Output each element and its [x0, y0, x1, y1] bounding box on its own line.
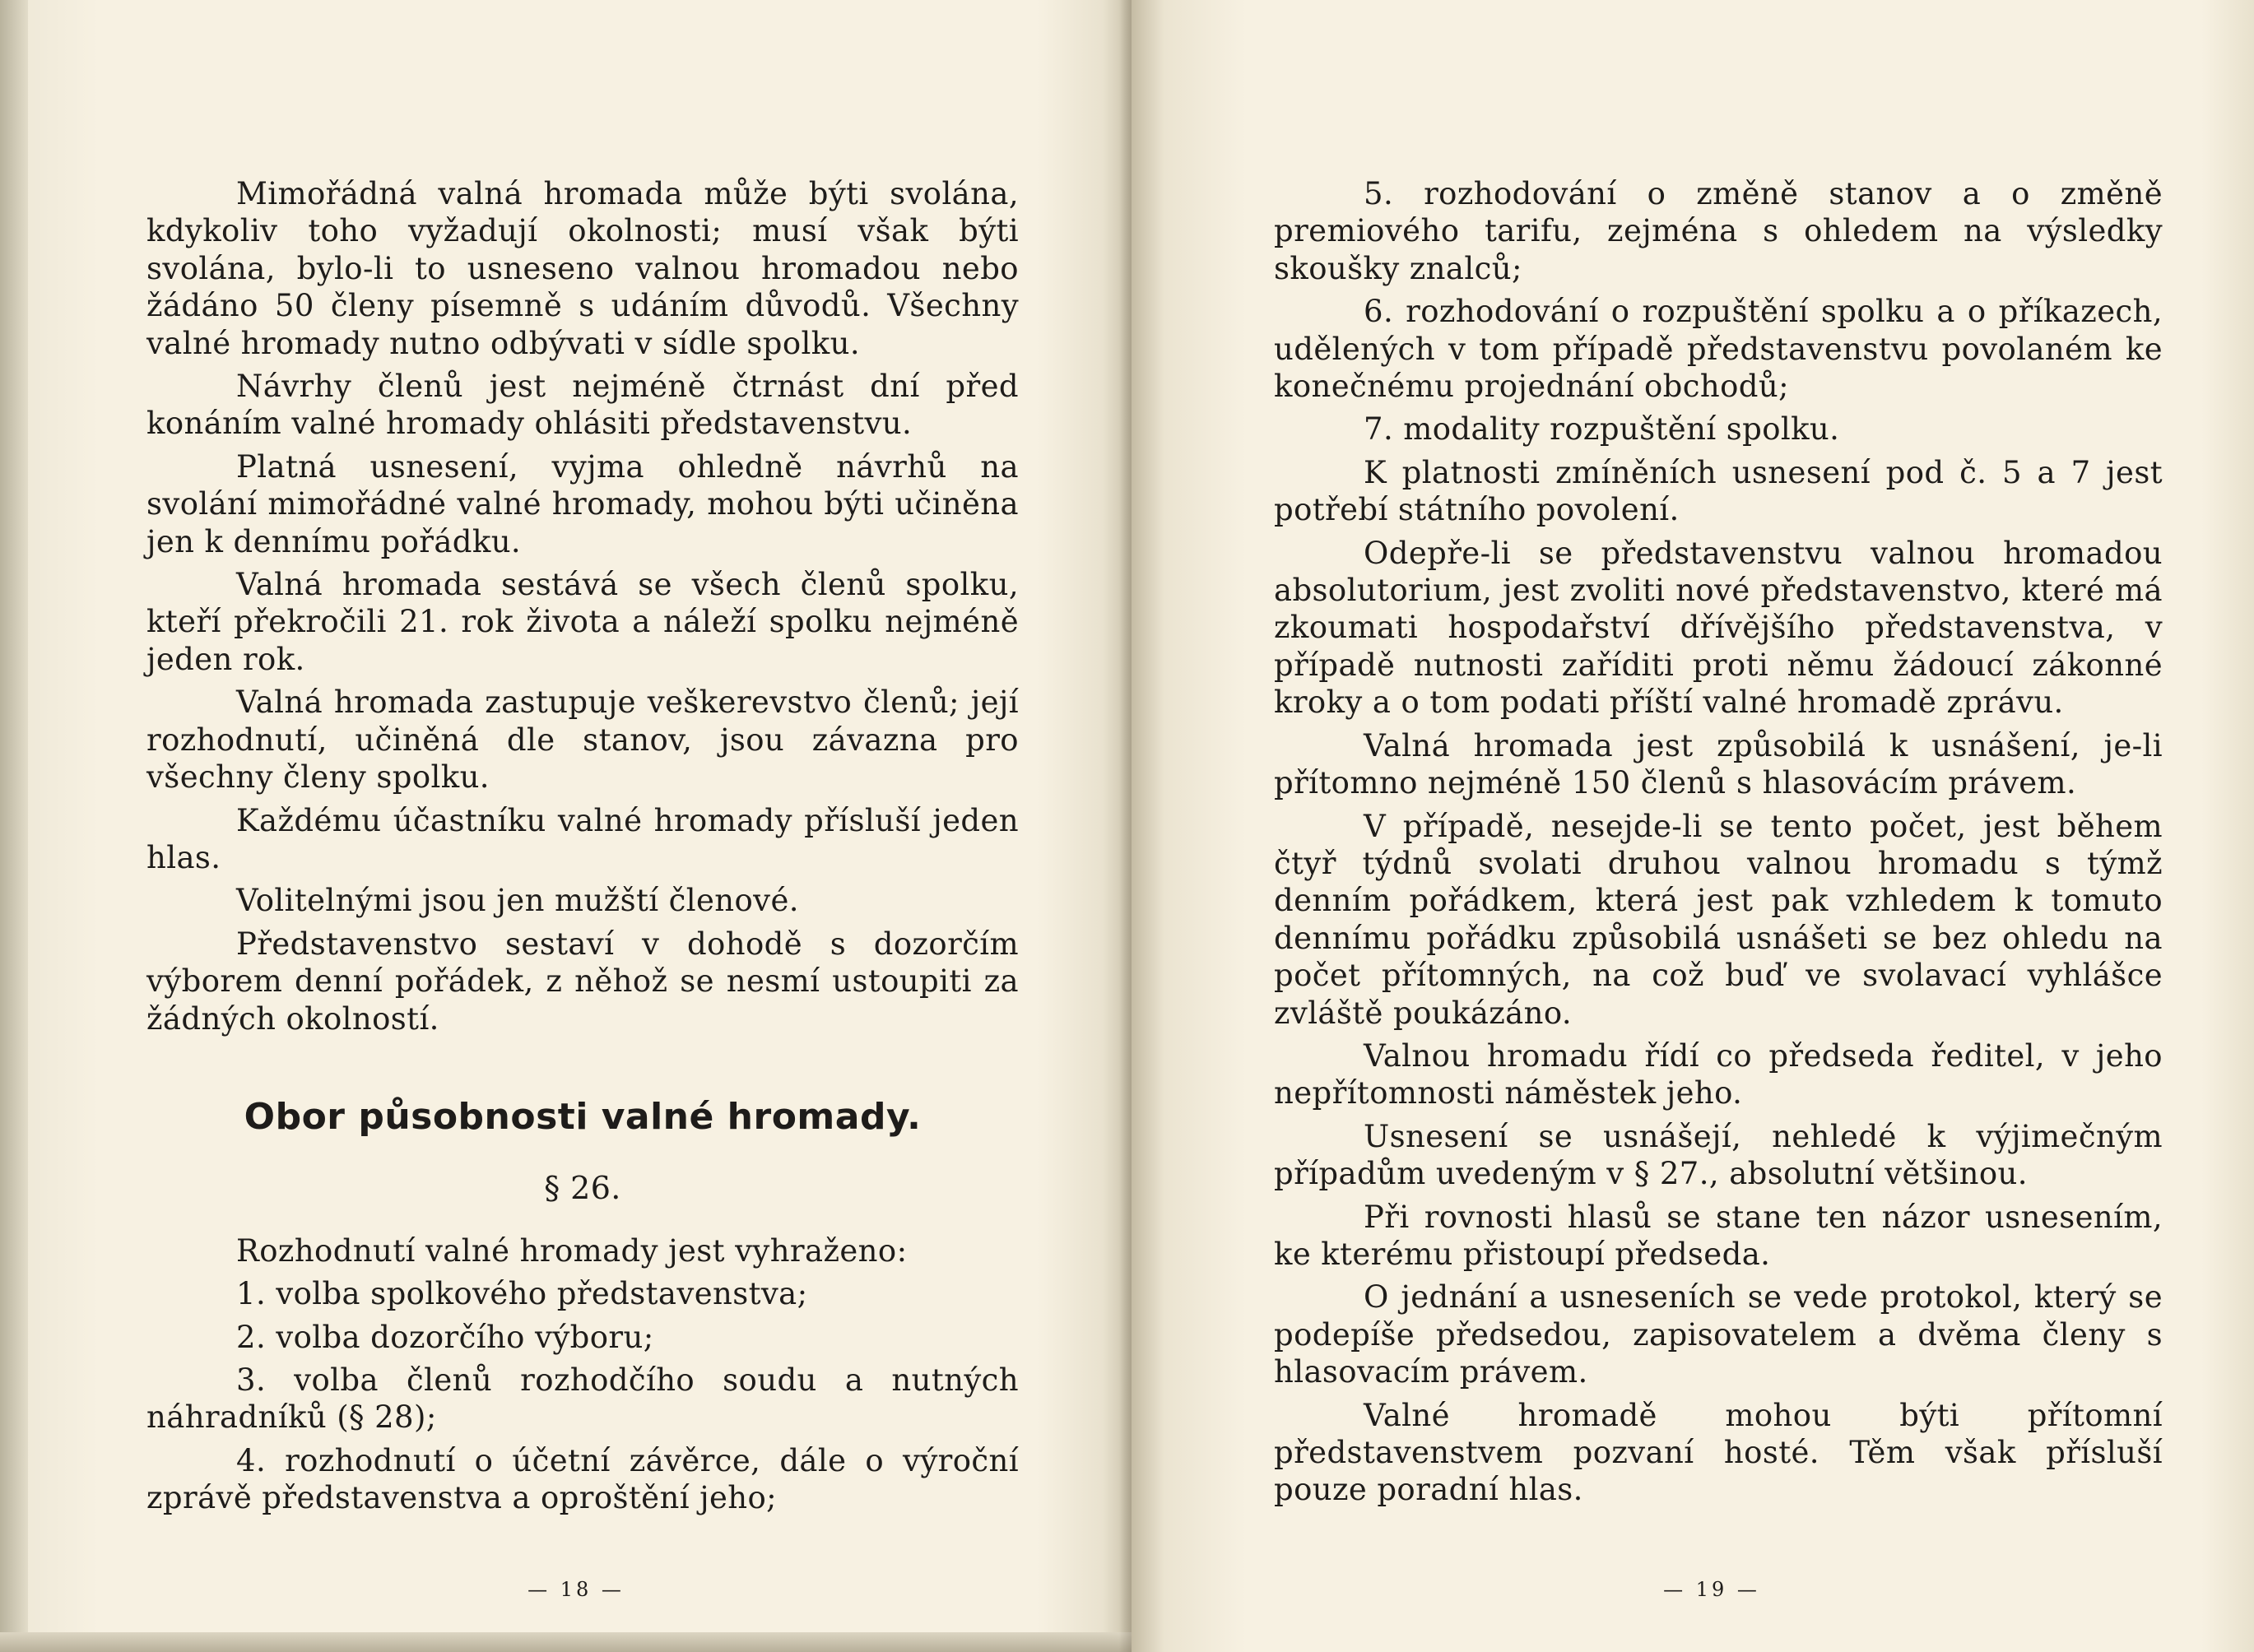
list-item: 4. rozhodnutí o účetní závěrce, dále o výroční zprávě představenstva a oproštění jeho; [146, 1442, 1019, 1516]
section-heading: Obor působnosti valné hromady. [244, 1095, 922, 1138]
paragraph: Valná hromada zastupuje veškerevstvo členů; její rozhodnutí, učiněná dle stanov, jsou závazna pro všechny členy spolku. [146, 684, 1019, 796]
list-item: 2. volba dozorčího výboru; [236, 1319, 654, 1355]
left-page-edge [0, 0, 28, 1652]
paragraph: Platná usnesení, vyjma ohledně návrhů na svolání mimořádné valné hromady, mohou býti učiněna jen k dennímu pořádku. [146, 448, 1019, 559]
paragraph: Každému účastníku valné hromady přísluší jeden hlas. [146, 802, 1019, 875]
paragraph: Při rovnosti hlasů se stane ten názor usnesením, ke kterému přistoupí předseda. [1274, 1199, 2163, 1272]
paragraph: Usnesení se usnášejí, nehledé k výjimečným případům uvedeným v § 27., absolutní většinou. [1274, 1118, 2163, 1192]
paragraph: Valné hromadě mohou býti přítomní představenstvem pozvaní hosté. Těm však přísluší pouze poradní hlas. [1274, 1397, 2163, 1508]
page-number-right: — 19 — [1663, 1578, 1760, 1601]
paragraph: Valnou hromadu řídí co předseda ředitel, v jeho nepřítomnosti náměstek jeho. [1274, 1037, 2163, 1111]
paragraph: Valná hromada jest způsobilá k usnášení, je-li přítomno nejméně 150 členů s hlasovácím právem. [1274, 727, 2163, 801]
paragraph: Představenstvo sestaví v dohodě s dozorčím výborem denní pořádek, z něhož se nesmí ustoupiti za žádných okolností. [146, 926, 1019, 1037]
paragraph: Volitelnými jsou jen mužští členové. [236, 883, 799, 919]
right-page-text [1274, 175, 2163, 1515]
paragraph: Valná hromada sestává se všech členů spolku, kteří překročili 21. rok života a náleží spolku nejméně jeden rok. [146, 567, 1019, 677]
paragraph: Návrhy členů jest nejméně čtrnást dní před konáním valné hromady ohlásiti představenstvu. [146, 369, 1019, 442]
left-page-text [146, 175, 1019, 1523]
list-item: 1. volba spolkového představenstva; [236, 1276, 808, 1312]
left-page-bottom-edge [0, 1632, 1132, 1652]
list-intro: Rozhodnutí valné hromady jest vyhraženo: [236, 1232, 908, 1269]
list-item: 7. modality rozpuštění spolku. [1364, 411, 1840, 448]
paragraph: Odepře-li se představenstvu valnou hromadou absolutorium, jest zvoliti nové představenstvo, které má zkoumati hospodařství dřívějšího představenstva, v případě nutnosti zaříditi proti němu žádoucí zákonné kroky a o tom podati příští valné hromadě zprávu. [1274, 535, 2163, 721]
paragraph: Mimořádná valná hromada může býti svolána, kdykoliv toho vyžadují okolnosti; musí však býti svolána, bylo-li to usneseno valnou hromadou nebo žádáno 50 členy písemně s udáním důvodů. Všechny valné hromady nutno odbývati v sídle spolku. [146, 176, 1019, 361]
paragraph: K platnosti zmíněních usnesení pod č. 5 a 7 jest potřebí státního povolení. [1274, 454, 2163, 528]
section-number: § 26. [544, 1170, 621, 1207]
page-number-left: — 18 — [527, 1578, 625, 1601]
list-item: 5. rozhodování o změně stanov a o změně premiového tarifu, zejména s ohledem na výsledky skoušky znalců; [1274, 176, 2163, 286]
paragraph: O jednání a usneseních se vede protokol, který se podepíše předsedou, zapisovatelem a dvěma členy s hlasovacím právem. [1274, 1279, 2163, 1390]
list-item: 6. rozhodování o rozpuštění spolku a o příkazech, udělených v tom případě představenstvu povolaném ke konečnému projednání obchodů; [1274, 294, 2163, 405]
list-item: 3. volba členů rozhodčího soudu a nutných náhradníků (§ 28); [146, 1362, 1019, 1436]
paragraph: V případě, nesejde-li se tento počet, jest během čtyř týdnů svolati druhou valnou hromadu s týmž denním pořádkem, která jest pak vzhledem k tomuto dennímu pořádku způsobilá usnášeti se bez ohledu na počet přítomných, na což buď ve svolavací vyhlášce zvláště poukázáno. [1274, 808, 2163, 1031]
